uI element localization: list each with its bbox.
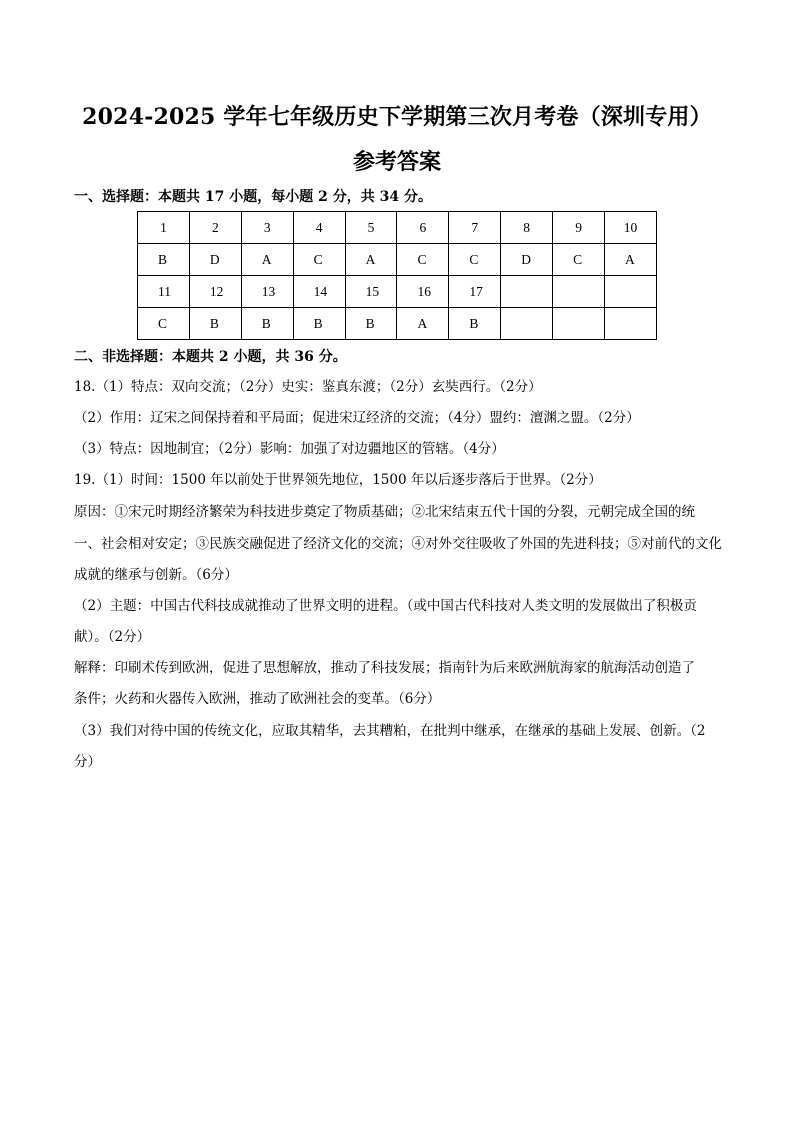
page-subtitle: 参考答案 [352,149,441,175]
answer-line: 一、社会相对安定；③民族交融促进了经济文化的交流；④对外交往吸收了外国的先进科技；⑤对前代的文化 [74,536,722,552]
table-cell: C [138,308,190,340]
table-cell: C [397,244,449,276]
table-cell: 4 [293,212,345,244]
section-1-heading: 一、选择题：本题共 17 小题，每小题 2 分，共 34 分。 [74,189,432,205]
answer-line: 原因：①宋元时期经济繁荣为科技进步奠定了物质基础；②北宋结束五代十国的分裂，元朝完成全国的统 [74,504,695,520]
table-cell: 17 [449,276,501,308]
table-cell: 6 [397,212,449,244]
table-cell [553,308,605,340]
table-cell: 2 [189,212,241,244]
table-cell: A [605,244,657,276]
table-cell: 10 [605,212,657,244]
table-cell: B [449,308,501,340]
table-cell: B [345,308,397,340]
answer-line: （3）特点：因地制宜；（2分）影响：加强了对边疆地区的管辖。（4分） [74,441,505,457]
answer-line: （2）作用：辽宋之间保持着和平局面；促进宋辽经济的交流；（4分）盟约：澶渊之盟。（2分） [74,410,640,426]
table-cell: D [501,244,553,276]
table-cell [501,276,553,308]
answer-line: 献）。（2分） [74,629,151,645]
table-cell: 1 [138,212,190,244]
answer-line: 条件；火药和火器传入欧洲，推动了欧洲社会的变革。（6分） [74,691,441,707]
answer-line: （3）我们对待中国的传统文化，应取其精华，去其糟粕，在批判中继承，在继承的基础上发展、创新。（2 [74,723,706,739]
answer-line: 成就的继承与创新。（6分） [74,567,238,583]
answer-line: （2）主题：中国古代科技成就推动了世界文明的进程。（或中国古代科技对人类文明的发展做出了积极贡 [74,598,697,614]
table-cell: 11 [138,276,190,308]
page-title: 2024-2025 学年七年级历史下学期第三次月考卷（深圳专用） [82,104,712,130]
table-cell: 16 [397,276,449,308]
table-cell [501,308,553,340]
table-cell: 9 [553,212,605,244]
table-row [138,308,657,340]
table-cell [605,276,657,308]
table-cell: B [189,308,241,340]
table-cell: 15 [345,276,397,308]
table-row [138,212,657,244]
table-cell: C [449,244,501,276]
table-cell: 8 [501,212,553,244]
answer-table [137,211,657,340]
table-cell: 14 [293,276,345,308]
answer-line: 18.（1）特点：双向交流；（2分）史实：鉴真东渡；（2分）玄奘西行。（2分） [74,379,542,395]
table-cell: 7 [449,212,501,244]
table-cell: A [397,308,449,340]
table-cell: A [345,244,397,276]
table-cell [553,276,605,308]
table-cell: D [189,244,241,276]
answer-line: 分） [74,754,101,770]
table-cell: B [138,244,190,276]
answer-line: 解释：印刷术传到欧洲，促进了思想解放，推动了科技发展；指南针为后来欧洲航海家的航海活动创造了 [74,660,695,676]
table-row [138,276,657,308]
table-cell: C [293,244,345,276]
table-cell: B [241,308,293,340]
table-row [138,244,657,276]
answer-line: 19.（1）时间：1500 年以前处于世界领先地位，1500 年以后逐步落后于世界。（2分） [74,472,602,488]
table-cell: 12 [189,276,241,308]
section-2-heading: 二、非选择题：本题共 2 小题，共 36 分。 [74,349,347,365]
table-cell: 5 [345,212,397,244]
table-cell: B [293,308,345,340]
table-cell: 13 [241,276,293,308]
table-cell [605,308,657,340]
table-cell: 3 [241,212,293,244]
table-cell: C [553,244,605,276]
table-cell: A [241,244,293,276]
